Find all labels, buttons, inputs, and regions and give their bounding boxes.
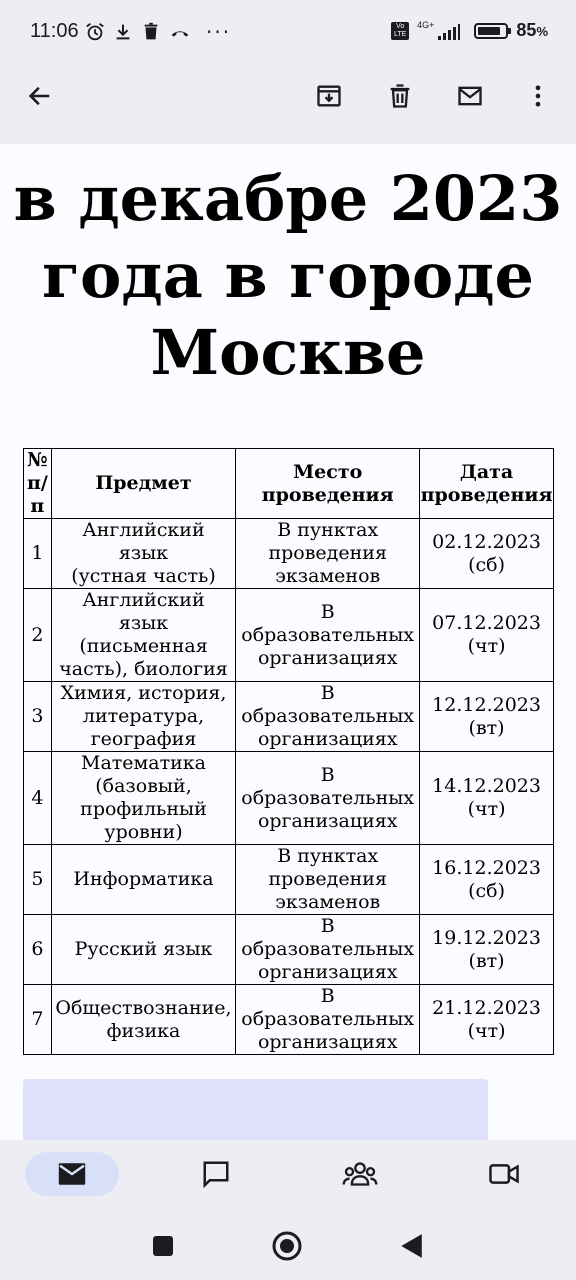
cell-place-line: проведения xyxy=(268,868,387,890)
cell-place-line: образовательных xyxy=(241,786,415,809)
cell-date-line: 21.12.2023 xyxy=(432,996,541,1019)
chat-icon xyxy=(201,1159,231,1189)
cell-subject-line: физика xyxy=(106,1019,181,1042)
volte-badge: Vo LTE xyxy=(391,22,409,40)
table-row xyxy=(24,519,554,589)
header-place: Место проведения xyxy=(236,449,420,519)
cell-place-line: образовательных xyxy=(241,938,415,960)
status-notification-icons xyxy=(84,20,231,44)
header-num: № п/ п xyxy=(24,449,52,519)
cell-subject-line: язык xyxy=(118,612,169,634)
cell-place-line: В xyxy=(320,915,335,937)
cell-subject xyxy=(51,589,235,682)
cell-subject-line: Русский язык xyxy=(74,938,213,960)
signal-indicator xyxy=(417,21,460,40)
cell-place-line: экзаменов xyxy=(275,565,381,587)
cell-date-line: 02.12.2023 xyxy=(432,530,541,553)
cell-place-line: организациях xyxy=(257,728,398,750)
cell-date-line: (вт) xyxy=(468,949,505,972)
cell-place-line: организациях xyxy=(257,1031,398,1053)
missed-call-icon xyxy=(168,21,192,43)
table-row xyxy=(24,682,554,752)
cell-place-line: В xyxy=(320,682,335,704)
cell-subject xyxy=(51,682,235,752)
table-row xyxy=(24,985,554,1055)
more-vert-icon xyxy=(524,82,552,110)
back-arrow-icon xyxy=(26,82,54,110)
home-button[interactable] xyxy=(271,1230,303,1262)
archive-button[interactable] xyxy=(305,72,353,120)
cell-date-line: 07.12.2023 xyxy=(432,612,541,634)
status-bar xyxy=(0,0,576,62)
cell-place-line: образовательных xyxy=(241,705,415,727)
cell-subject-line: уровни) xyxy=(104,821,183,843)
table-row xyxy=(24,845,554,915)
heading-line: Москве xyxy=(150,316,426,389)
table-row xyxy=(24,589,554,682)
cell-date xyxy=(420,589,554,682)
cell-date-line: 14.12.2023 xyxy=(432,775,541,797)
bottom-navigation xyxy=(0,1140,576,1212)
heading-line: в декабре 2023 xyxy=(13,162,563,235)
cell-subject-line: профильный xyxy=(80,798,207,820)
cell-num: 4 xyxy=(24,752,52,845)
cell-subject xyxy=(51,985,235,1055)
cell-date xyxy=(420,915,554,985)
mark-unread-icon xyxy=(455,82,485,110)
cell-subject-line: Английский xyxy=(82,519,205,541)
mark-unread-button[interactable] xyxy=(446,72,494,120)
network-type: 4G+ xyxy=(417,20,435,30)
cell-place-line: организациях xyxy=(257,646,398,669)
cell-date xyxy=(420,985,554,1055)
cell-date xyxy=(420,519,554,589)
table-row xyxy=(24,915,554,985)
cell-place-line: В пунктах xyxy=(277,519,379,541)
archive-icon xyxy=(315,82,343,110)
cell-num: 7 xyxy=(24,985,52,1055)
cell-date-line: (вт) xyxy=(468,716,505,739)
cell-place-line: образовательных xyxy=(241,1008,415,1030)
cell-subject-line: часть), биология xyxy=(59,658,228,680)
nav-chat[interactable] xyxy=(169,1152,263,1196)
cell-subject-line: (устная часть) xyxy=(71,565,216,587)
cell-subject-line: литература, xyxy=(82,705,205,727)
nav-meet[interactable] xyxy=(457,1152,551,1196)
back-button[interactable] xyxy=(16,72,64,120)
cell-place xyxy=(236,915,420,985)
cell-place xyxy=(236,589,420,682)
cell-date xyxy=(420,845,554,915)
battery-icon xyxy=(474,23,508,39)
cell-date-line: 16.12.2023 xyxy=(432,856,541,879)
cell-place-line: В xyxy=(320,600,335,623)
heading-line: года в городе xyxy=(42,239,534,312)
cell-place xyxy=(236,752,420,845)
cell-place xyxy=(236,845,420,915)
cell-date-line: (чт) xyxy=(467,635,506,657)
header-date: Дата проведения xyxy=(420,449,554,519)
cell-date-line: 12.12.2023 xyxy=(432,693,541,716)
cell-place-line: экзаменов xyxy=(275,891,381,913)
cell-subject xyxy=(51,519,235,589)
table-header-row xyxy=(24,449,554,519)
back-nav-button[interactable] xyxy=(395,1230,427,1262)
cell-date-line: (чт) xyxy=(467,798,506,820)
exam-schedule-table xyxy=(23,448,554,1055)
cell-subject-line: (письменная xyxy=(79,635,208,657)
cell-subject xyxy=(51,915,235,985)
group-icon xyxy=(342,1160,378,1188)
recents-button[interactable] xyxy=(147,1230,179,1262)
home-icon xyxy=(271,1230,303,1262)
cell-subject-line: Математика xyxy=(80,752,207,774)
delete-button[interactable] xyxy=(376,72,424,120)
cell-date-line: (сб) xyxy=(468,553,506,576)
status-right xyxy=(391,20,548,41)
mail-icon xyxy=(57,1162,87,1186)
header-subject: Предмет xyxy=(51,449,235,519)
more-notifications: ··· xyxy=(206,20,232,44)
cell-place-line: В пунктах xyxy=(277,845,379,867)
status-time: 11:06 xyxy=(30,20,79,42)
cell-place xyxy=(236,682,420,752)
cell-num: 2 xyxy=(24,589,52,682)
cell-subject xyxy=(51,752,235,845)
cell-subject-line: Обществознание, xyxy=(55,996,232,1019)
cell-date-line: (сб) xyxy=(468,879,506,902)
video-icon xyxy=(488,1161,520,1187)
cell-subject-line: (базовый, xyxy=(95,775,192,797)
cell-date-line: (чт) xyxy=(467,1019,506,1042)
nav-spaces[interactable] xyxy=(313,1152,407,1196)
alarm-icon xyxy=(84,21,106,43)
email-heading xyxy=(0,160,576,391)
cell-place-line: В xyxy=(320,985,335,1007)
cell-date xyxy=(420,682,554,752)
cell-subject xyxy=(51,845,235,915)
cell-date xyxy=(420,752,554,845)
cell-place-line: проведения xyxy=(268,542,387,564)
cell-place-line: организациях xyxy=(257,961,398,983)
cell-place-line: В xyxy=(320,763,335,786)
system-navigation-bar xyxy=(0,1212,576,1280)
cell-place-line: организациях xyxy=(257,809,398,832)
cell-place xyxy=(236,519,420,589)
email-body[interactable] xyxy=(0,144,576,1140)
cell-subject-line: Информатика xyxy=(73,868,214,890)
cell-place-line: образовательных xyxy=(241,623,415,646)
cell-subject-line: Английский xyxy=(82,589,205,611)
cell-num: 5 xyxy=(24,845,52,915)
nav-mail[interactable] xyxy=(25,1152,119,1196)
more-options-button[interactable] xyxy=(514,72,562,120)
cell-subject-line: язык xyxy=(118,542,169,564)
cell-num: 3 xyxy=(24,682,52,752)
trash-icon xyxy=(140,21,162,43)
app-bar xyxy=(0,62,576,144)
cell-num: 6 xyxy=(24,915,52,985)
cell-date-line: 19.12.2023 xyxy=(432,926,541,949)
signal-icon xyxy=(438,24,460,40)
download-icon xyxy=(112,21,134,43)
reply-card[interactable] xyxy=(23,1079,488,1140)
delete-icon xyxy=(386,82,414,110)
cell-place xyxy=(236,985,420,1055)
cell-subject-line: Химия, история, xyxy=(60,682,227,704)
battery-percent: 85% xyxy=(516,20,548,40)
recents-icon xyxy=(151,1234,175,1258)
cell-subject-line: география xyxy=(90,728,197,750)
cell-num: 1 xyxy=(24,519,52,589)
back-triangle-icon xyxy=(398,1232,424,1260)
table-row xyxy=(24,752,554,845)
